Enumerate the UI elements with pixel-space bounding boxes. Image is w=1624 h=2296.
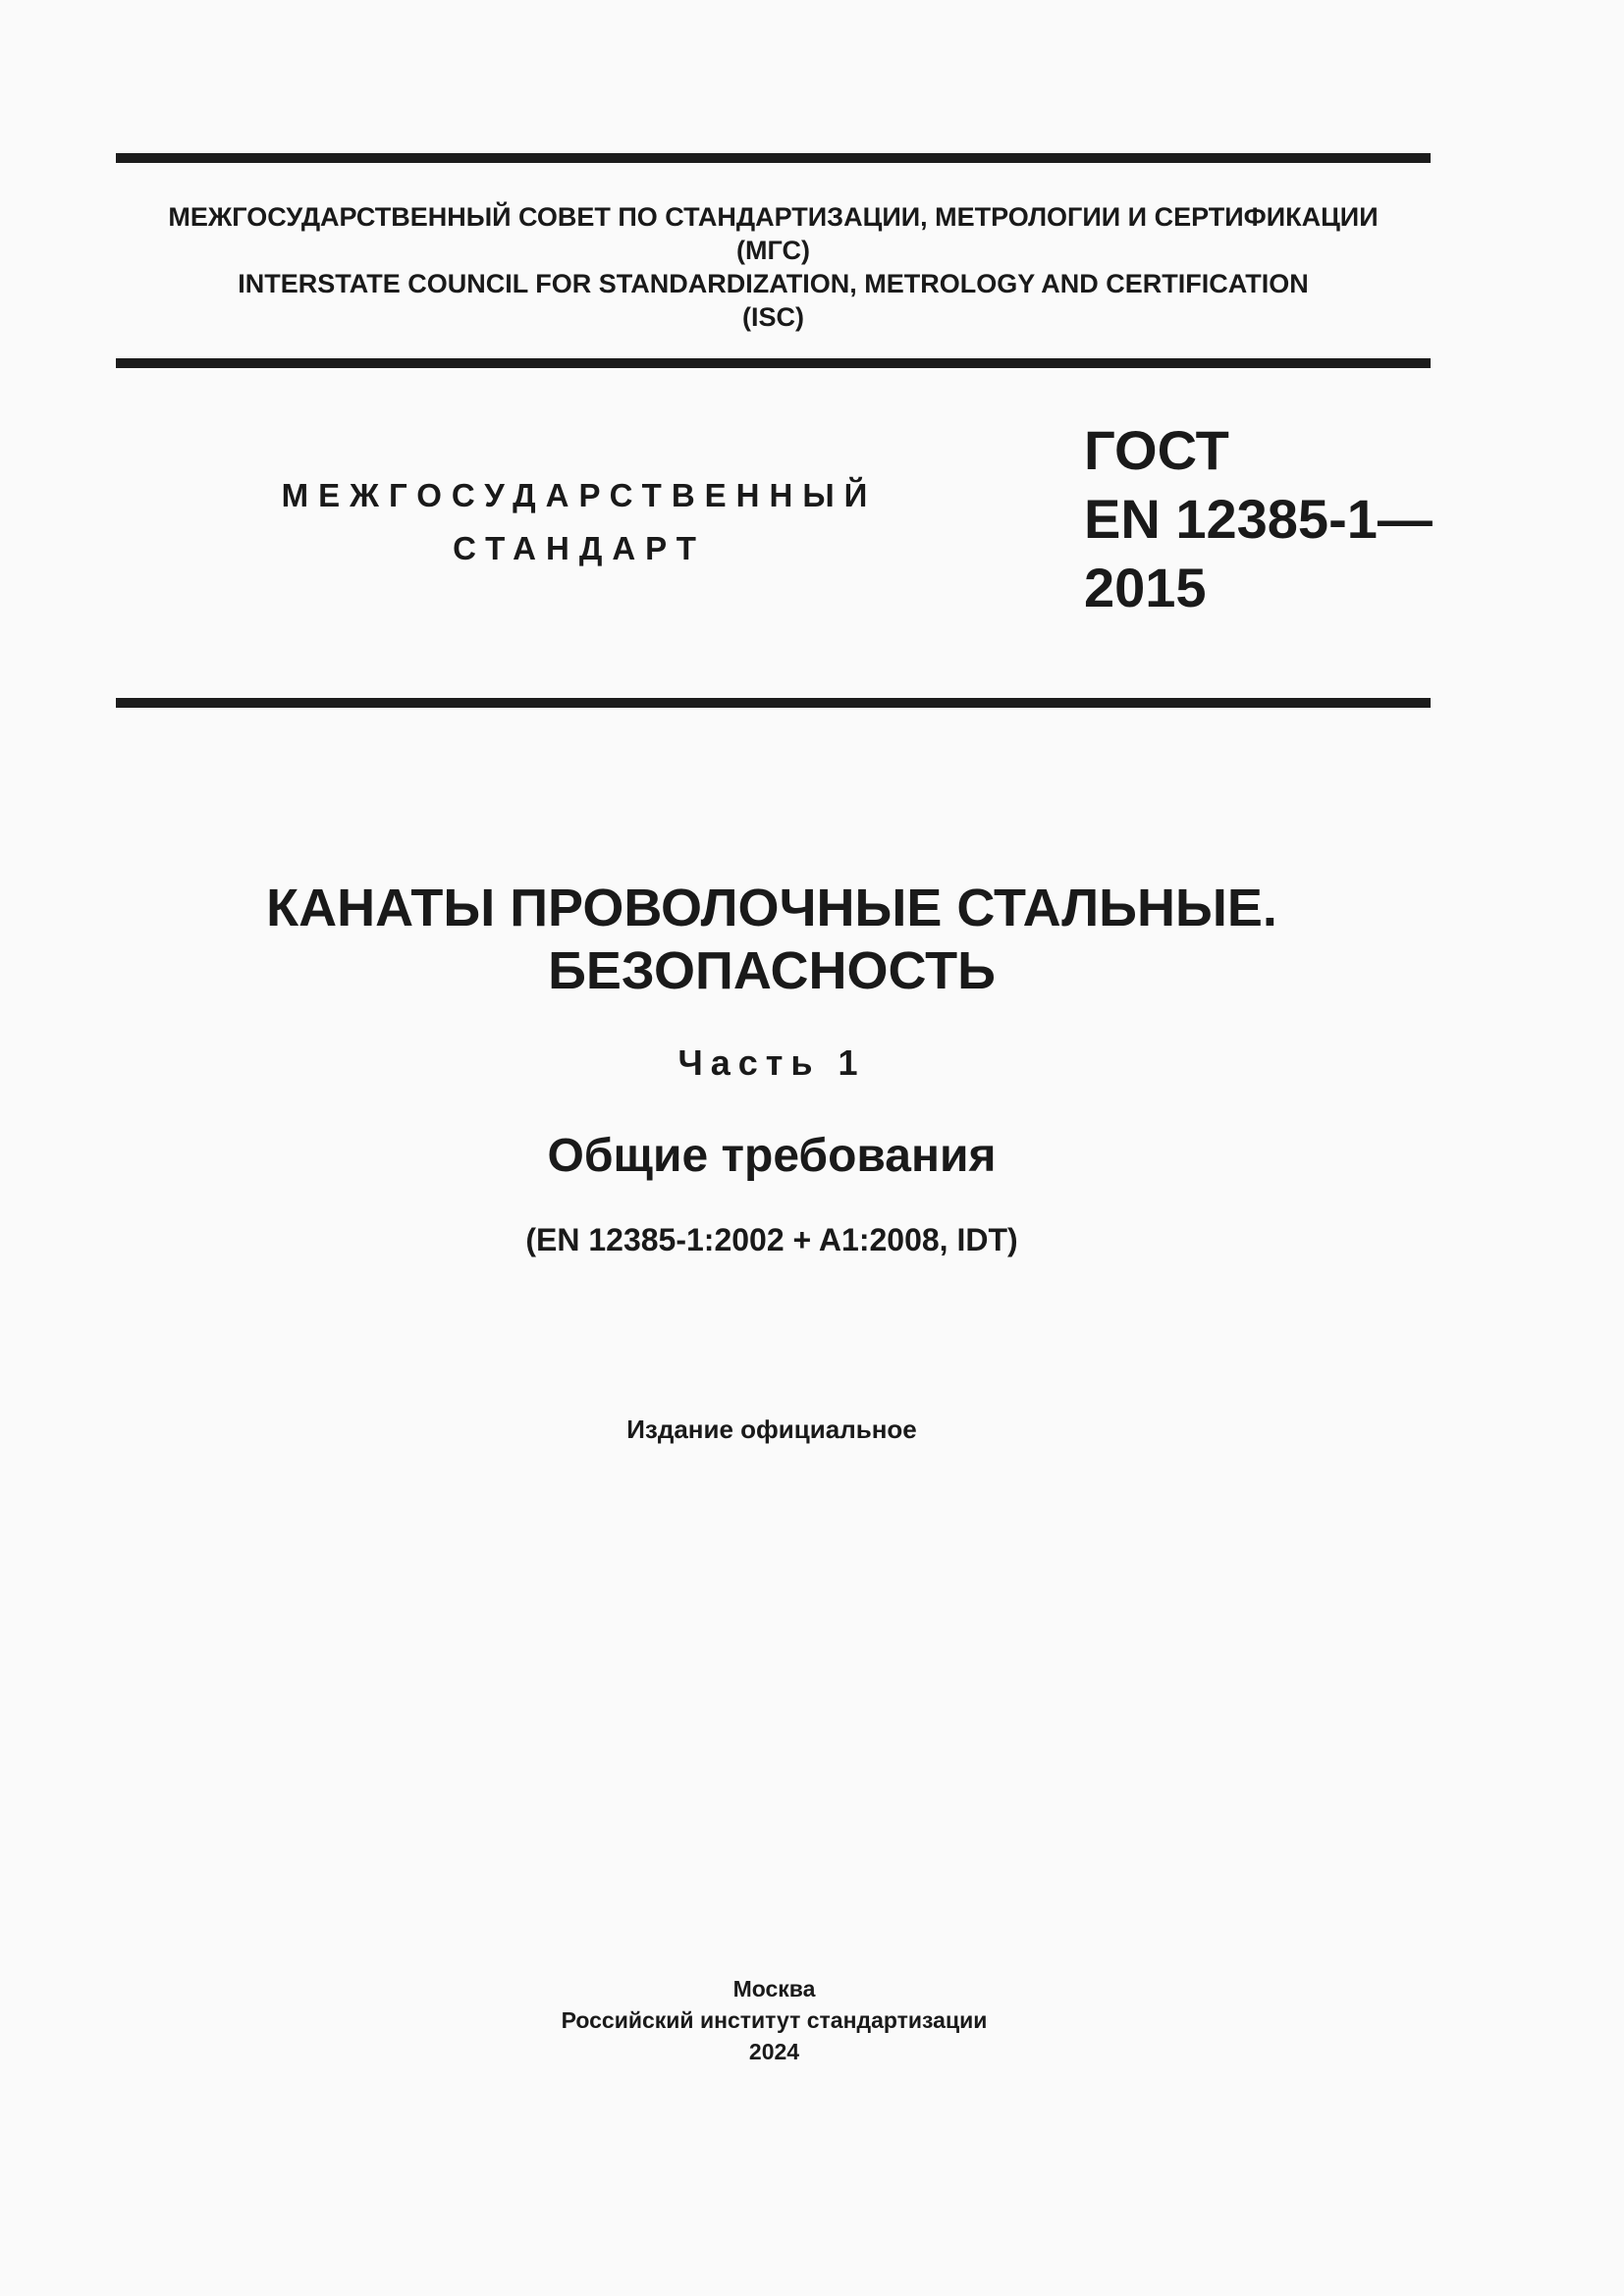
council-header (116, 200, 1431, 334)
top-rule (116, 153, 1431, 163)
imprint-publisher: Российский институт стандартизации (561, 2007, 988, 2033)
title-line2: БЕЗОПАСНОСТЬ (548, 941, 996, 1000)
part-number: Часть 1 (677, 1042, 866, 1083)
designation-rule (116, 698, 1431, 708)
council-abbr-en: (ISC) (742, 302, 804, 332)
edition-note: Издание официальное (626, 1415, 917, 1444)
standard-designation (1084, 416, 1433, 622)
imprint (0, 1973, 1548, 2067)
council-name-ru: МЕЖГОСУДАРСТВЕННЫЙ СОВЕТ ПО СТАНДАРТИЗАЦИИ, МЕТРОЛОГИИ И СЕРТИФИКАЦИИ (168, 202, 1379, 232)
designation-prefix: ГОСТ (1084, 419, 1229, 481)
imprint-city: Москва (732, 1976, 816, 2002)
en-reference: (EN 12385-1:2002 + A1:2008, IDT) (525, 1222, 1018, 1257)
designation-number: EN 12385-1— (1084, 488, 1433, 550)
title-line1: КАНАТЫ ПРОВОЛОЧНЫЕ СТАЛЬНЫЕ. (266, 879, 1277, 937)
designation-year: 2015 (1084, 557, 1207, 618)
council-rule (116, 358, 1431, 368)
council-abbr-ru: (МГС) (736, 236, 810, 265)
document-title (0, 877, 1543, 1002)
standard-type-line2: СТАНДАРТ (453, 530, 706, 566)
standard-type (226, 469, 933, 575)
council-name-en: INTERSTATE COUNCIL FOR STANDARDIZATION, METROLOGY AND CERTIFICATION (238, 269, 1309, 298)
standard-type-line1: МЕЖГОСУДАРСТВЕННЫЙ (281, 477, 878, 513)
imprint-year: 2024 (748, 2039, 800, 2064)
document-subtitle: Общие требования (547, 1130, 997, 1182)
